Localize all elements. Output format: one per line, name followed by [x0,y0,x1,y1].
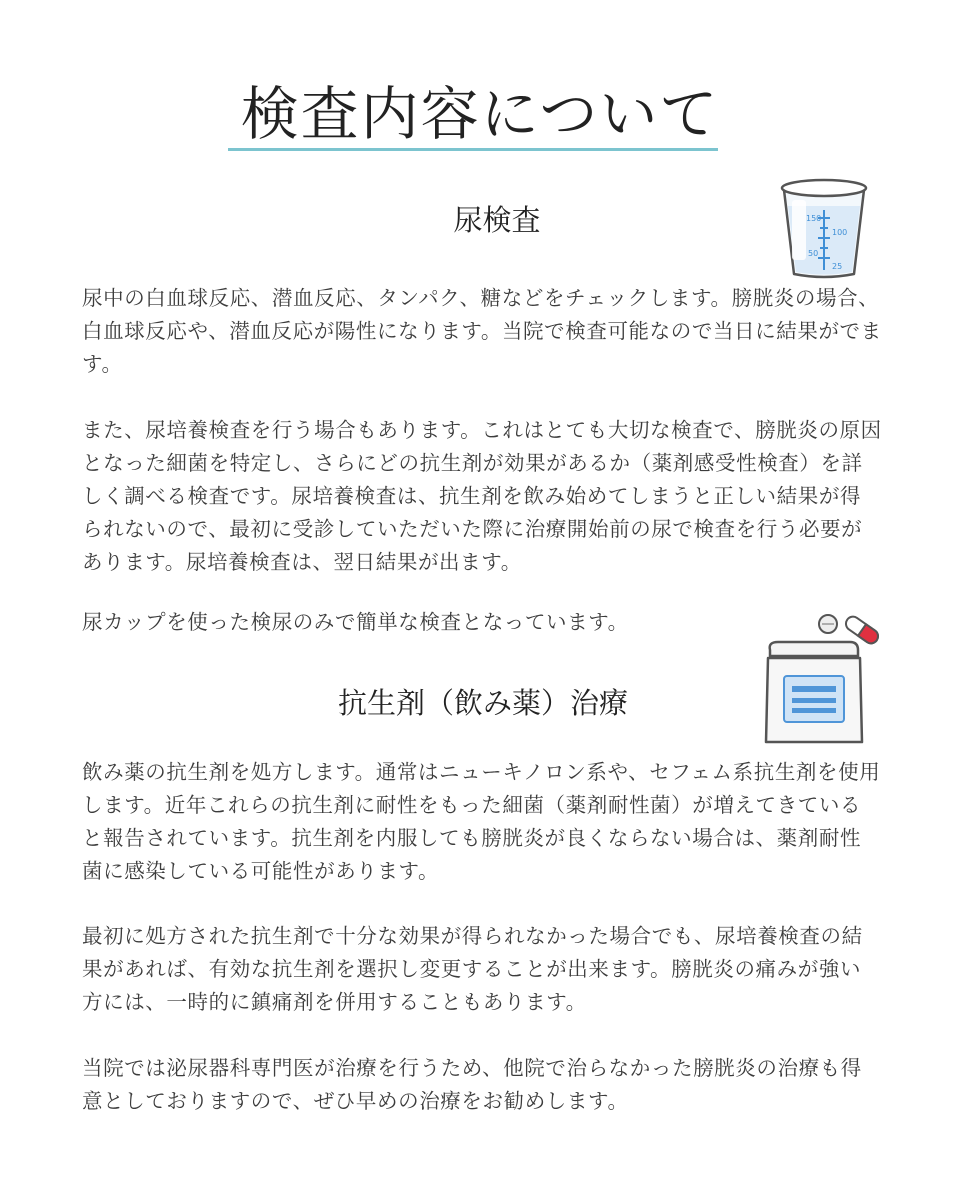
cup-mark-25: 25 [832,262,843,271]
cup-mark-100: 100 [832,228,848,237]
antibiotic-paragraph-2: 最初に処方された抗生剤で十分な効果が得られなかった場合でも、尿培養検査の結果があれば、有効な抗生剤を選択し変更することが出来ます。膀胱炎の痛みが強い方には、一時的に鎮痛剤を併用することもあります。 [82,924,863,1014]
antibiotic-paragraph-3: 当院では泌尿器科専門医が治療を行うため、他院で治らなかった膀胱炎の治療も得意としておりますので、ぜひ早めの治療をお勧めします。 [82,1056,862,1113]
page-title: 検査内容について [240,80,720,148]
section-heading-urine-test: 尿検査 [453,203,541,237]
urine-test-paragraph-1: 尿中の白血球反応、潜血反応、タンパク、糖などをチェックします。膀胱炎の場合、白血球反応や、潜血反応が陽性になります。当院で検査可能なので当日に結果がでます。 [82,286,882,376]
section-heading-antibiotic-treatment: 抗生剤（飲み薬）治療 [337,686,628,720]
urine-test-paragraph-2: また、尿培養検査を行う場合もあります。これはとても大切な検査で、膀胱炎の原因となった細菌を特定し、さらにどの抗生剤が効果があるか（薬剤感受性検査）を詳しく調べる検査です。尿培養検査は、抗生剤を飲み始めてしまうと正しい結果が得られないので、最初に受診していただいた際に治療開始前の尿で検査を行う必要があります。尿培養検査は、翌日結果が出ます。 [82,418,882,574]
medicine-bag-icon [758,610,890,746]
cup-mark-50: 50 [808,249,819,258]
title-underline [228,148,718,151]
urine-test-paragraph-3: 尿カップを使った検尿のみで簡単な検査となっています。 [82,610,629,634]
cup-mark-150: 150 [806,214,822,223]
antibiotic-paragraph-1: 飲み薬の抗生剤を処方します。通常はニューキノロン系や、セフェム系抗生剤を使用します。近年これらの抗生剤に耐性をもった細菌（薬剤耐性菌）が増えてきていると報告されています。抗生剤を内服しても膀胱炎が良くならない場合は、薬剤耐性菌に感染している可能性があります。 [82,760,881,883]
